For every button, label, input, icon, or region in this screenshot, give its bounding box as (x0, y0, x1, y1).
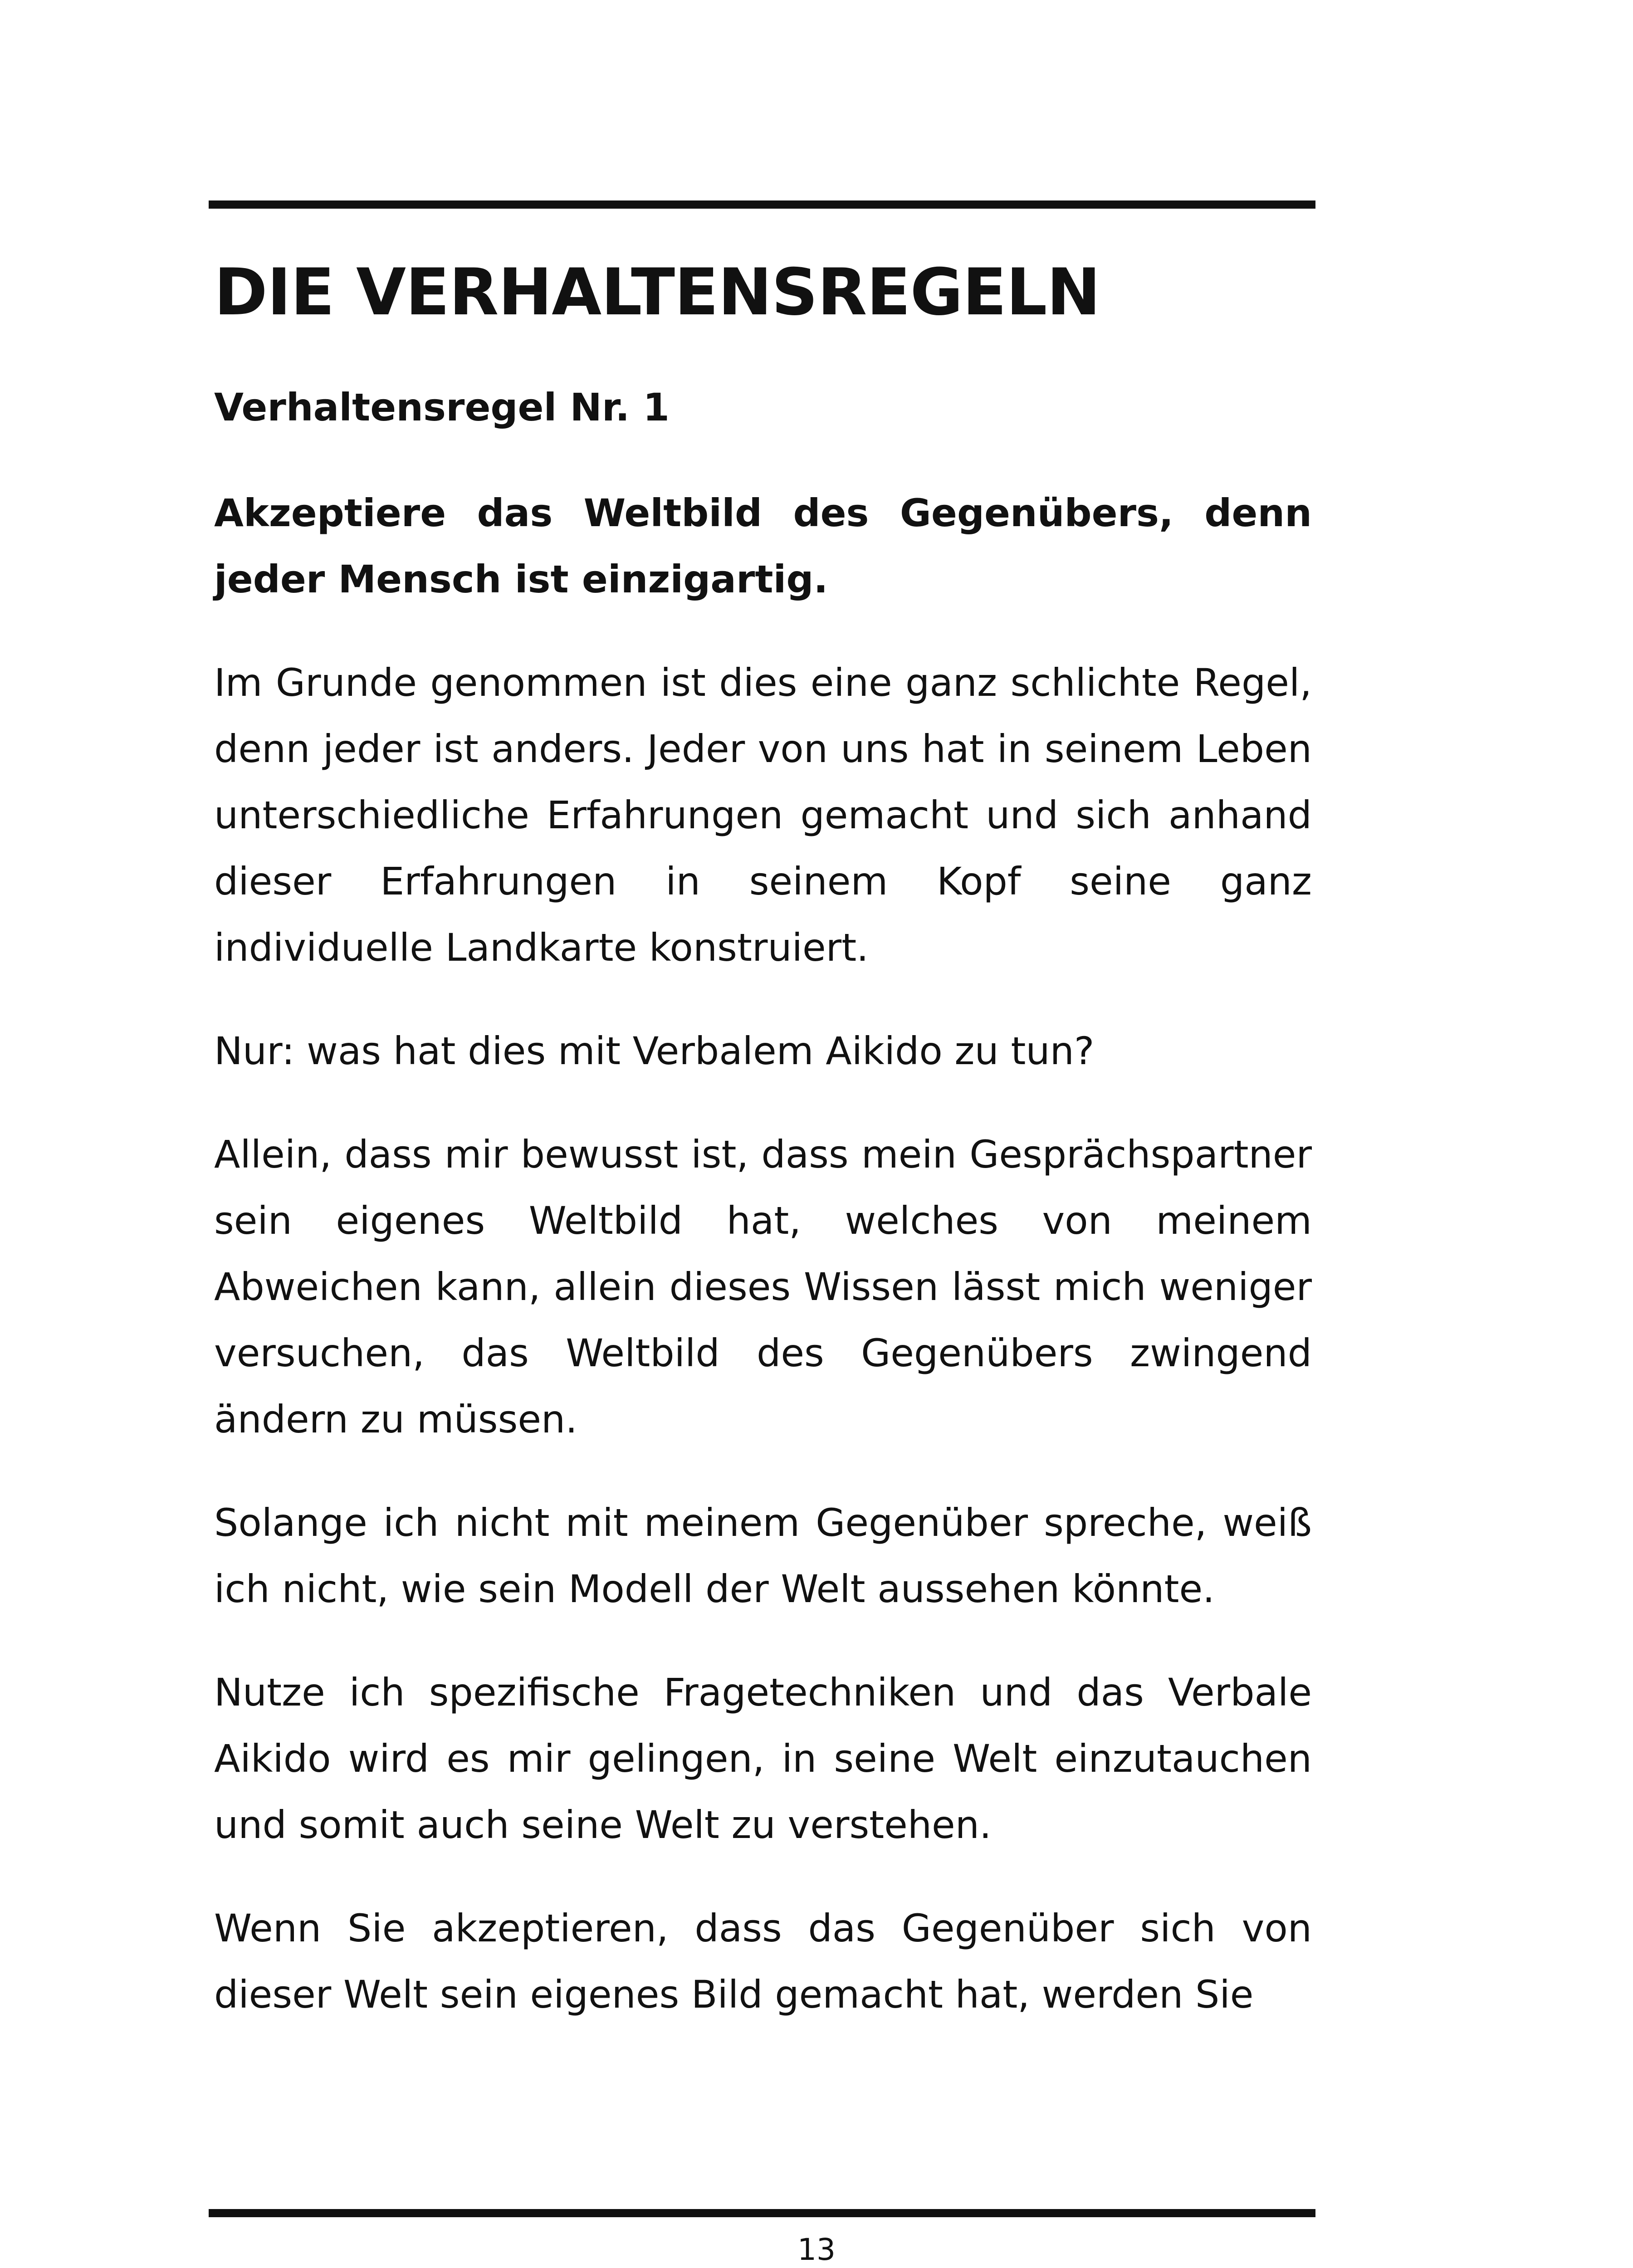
page-number: 13 (797, 2232, 836, 2267)
body-paragraph-4: Solange ich nicht mit meinem Gegenüber spreche, weiß ich nicht, wie sein Modell der Welt aussehen könnte. (214, 1500, 1312, 1611)
rule-statement: Akzeptiere das Weltbild des Gegenübers, denn jeder Mensch ist einzigartig. (214, 490, 1312, 601)
top-divider (209, 200, 1315, 209)
body-paragraph-5: Nutze ich spezifische Fragetechniken und das Verbale Aikido wird es mir gelingen, in seine Welt einzutauchen und somit auch seine Welt zu verstehen. (214, 1670, 1312, 1847)
body-paragraph-3: Allein, dass mir bewusst ist, dass mein Gesprächspartner sein eigenes Weltbild hat, welches von meinem Abweichen kann, allein dieses Wissen lässt mich weniger versuchen, das Weltbild des Gegenübers zwingend ändern zu müssen. (214, 1132, 1312, 1442)
body-paragraph-2: Nur: was hat dies mit Verbalem Aikido zu tun? (214, 1028, 1095, 1073)
page-content (214, 254, 1312, 2065)
chapter-title: DIE VERHALTENSREGELN (214, 255, 1100, 330)
bottom-divider (209, 2209, 1315, 2217)
body-paragraph-1: Im Grunde genommen ist dies eine ganz schlichte Regel, denn jeder ist anders. Jeder von uns hat in seinem Leben unterschiedliche Erfahrungen gemacht und sich anhand dieser Erfahrungen in seinem Kopf seine ganz individuelle Landkarte konstruiert. (214, 660, 1312, 970)
body-paragraph-6: Wenn Sie akzeptieren, dass das Gegenüber sich von dieser Welt sein eigenes Bild gemacht hat, werden Sie (214, 1906, 1312, 2017)
rule-number-heading: Verhaltensregel Nr. 1 (214, 385, 670, 430)
